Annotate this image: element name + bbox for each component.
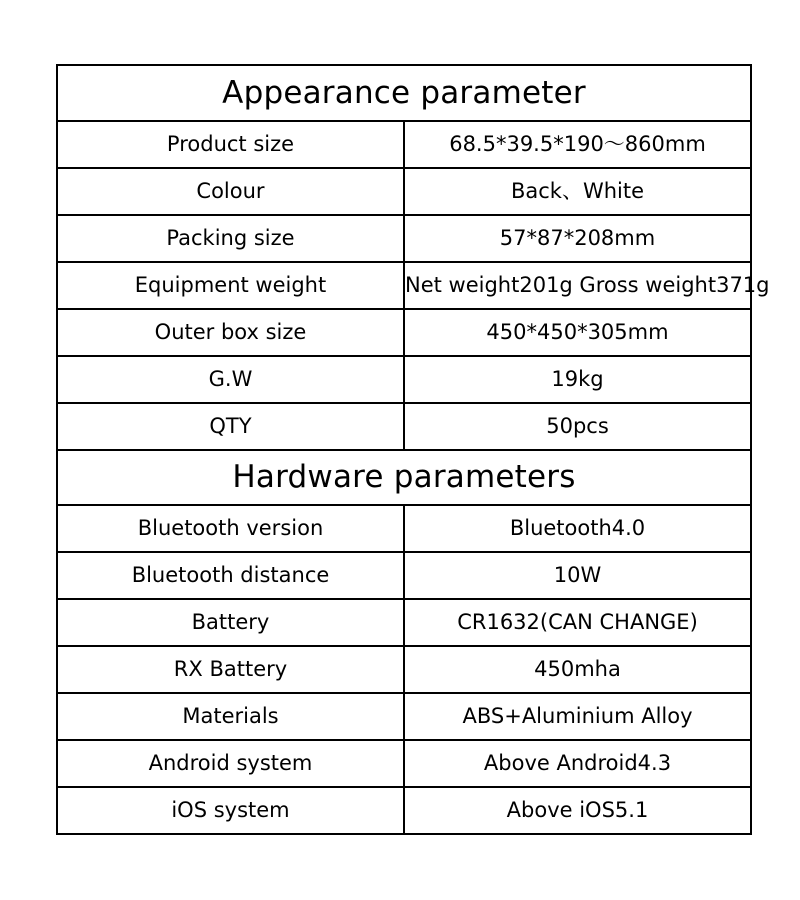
table-row bbox=[57, 646, 751, 693]
row-label: Equipment weight bbox=[57, 262, 404, 309]
specification-table bbox=[56, 64, 770, 835]
table-row bbox=[57, 309, 751, 356]
row-label: Materials bbox=[57, 693, 404, 740]
row-value: 19kg bbox=[404, 356, 751, 403]
row-label: QTY bbox=[57, 403, 404, 450]
table-row bbox=[57, 740, 751, 787]
row-value: Above iOS5.1 bbox=[404, 787, 751, 834]
table-row bbox=[57, 599, 751, 646]
row-value: CR1632(CAN CHANGE) bbox=[404, 599, 751, 646]
section-header-row bbox=[57, 450, 751, 505]
row-value: Back、White bbox=[404, 168, 751, 215]
section-title-appearance: Appearance parameter bbox=[57, 65, 751, 121]
row-value: Bluetooth4.0 bbox=[404, 505, 751, 552]
table-row bbox=[57, 121, 751, 168]
row-label: Battery bbox=[57, 599, 404, 646]
table-row bbox=[57, 505, 751, 552]
row-label: Bluetooth version bbox=[57, 505, 404, 552]
row-value: 450mha bbox=[404, 646, 751, 693]
row-label: Outer box size bbox=[57, 309, 404, 356]
row-label: Product size bbox=[57, 121, 404, 168]
row-value: 10W bbox=[404, 552, 751, 599]
row-value: Above Android4.3 bbox=[404, 740, 751, 787]
row-value: 68.5*39.5*190～860mm bbox=[404, 121, 751, 168]
row-label: Packing size bbox=[57, 215, 404, 262]
row-label: iOS system bbox=[57, 787, 404, 834]
table-row bbox=[57, 356, 751, 403]
row-label: RX Battery bbox=[57, 646, 404, 693]
section-header-row bbox=[57, 65, 751, 121]
table-row bbox=[57, 787, 751, 834]
table-row bbox=[57, 552, 751, 599]
row-value: 57*87*208mm bbox=[404, 215, 751, 262]
row-label: G.W bbox=[57, 356, 404, 403]
section-title-hardware: Hardware parameters bbox=[57, 450, 751, 505]
row-label: Bluetooth distance bbox=[57, 552, 404, 599]
row-value: Net weight201g Gross weight371g bbox=[404, 262, 751, 309]
table-row bbox=[57, 693, 751, 740]
row-label: Android system bbox=[57, 740, 404, 787]
table-row bbox=[57, 168, 751, 215]
row-value: ABS+Aluminium Alloy bbox=[404, 693, 751, 740]
row-label: Colour bbox=[57, 168, 404, 215]
row-value: 450*450*305mm bbox=[404, 309, 751, 356]
table-row bbox=[57, 215, 751, 262]
table-row bbox=[57, 262, 751, 309]
row-value: 50pcs bbox=[404, 403, 751, 450]
table-row bbox=[57, 403, 751, 450]
